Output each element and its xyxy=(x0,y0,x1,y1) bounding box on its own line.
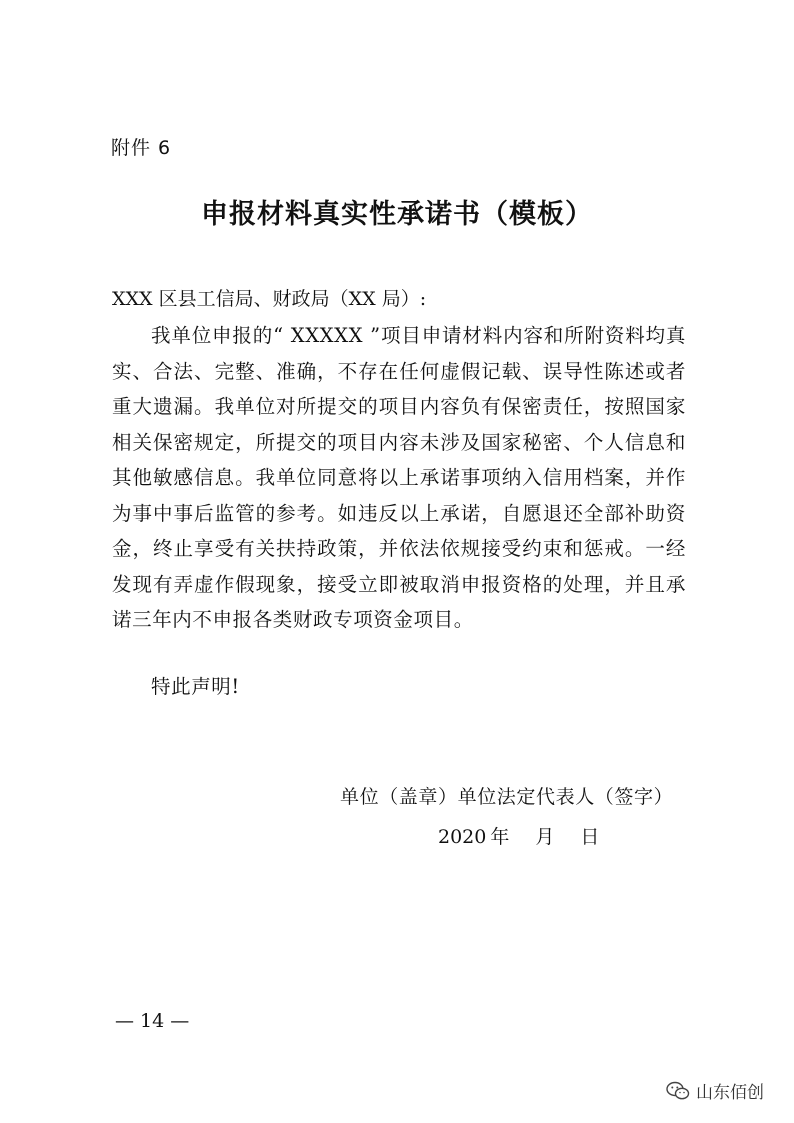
date-month-unit: 月 xyxy=(535,826,555,848)
page-number: — 14 — xyxy=(115,1010,190,1032)
body-paragraph: 我单位申报的“ XXXXX ”项目申请材料内容和所附资料均真实、合法、完整、准确，不存在任何虚假记载、误导性陈述或者重大遗漏。我单位对所提交的项目内容负有保密责任，按照国家相关保密规定，所提交的项目内容未涉及国家秘密、个人信息和其他敏感信息。我单位同意将以上承诺事项纳入信用档案，并作为事中事后监管的参考。如违反以上承诺，自愿退还全部补助资金，终止享受有关扶持政策，并依法依规接受约束和惩戒。一经发现有弄虚作假现象，接受立即被取消申报资格的处理，并且承诺三年内不申报各类财政专项资金项目。 xyxy=(112,324,686,631)
body-text xyxy=(112,318,686,638)
signature-line: 单位（盖章）单位法定代表人（签字） xyxy=(340,786,674,808)
watermark-text: 山东佰创 xyxy=(696,1083,764,1103)
date-year-unit: 年 xyxy=(490,826,510,848)
date-line xyxy=(438,822,599,849)
watermark xyxy=(666,1078,764,1103)
closing-statement: 特此声明! xyxy=(151,675,240,698)
attachment-label: 附件 6 xyxy=(111,137,172,159)
date-year: 2020 xyxy=(438,826,487,848)
date-day-unit: 日 xyxy=(580,826,600,848)
document-title: 申报材料真实性承诺书（模板） xyxy=(201,199,593,230)
salutation: XXX 区县工信局、财政局（XX 局）: xyxy=(112,288,427,310)
wechat-icon xyxy=(666,1081,690,1101)
